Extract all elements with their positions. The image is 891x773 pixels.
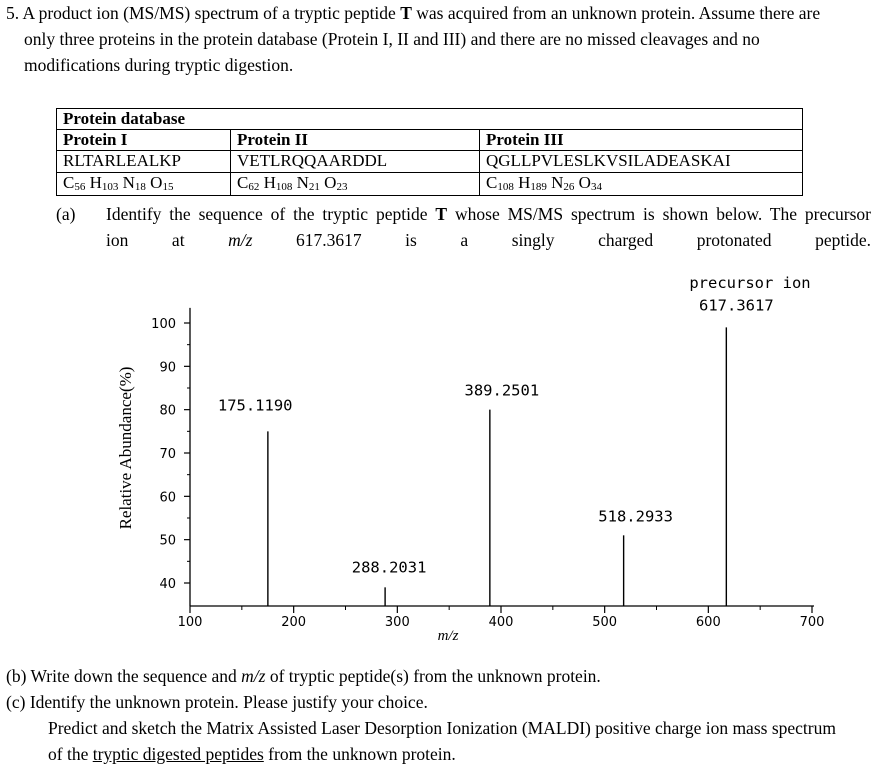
sequence-protein-1: RLTARLEALKP (63, 151, 181, 170)
part-c-text: Identify the unknown protein. Please justify your choice. (29, 692, 428, 712)
peak-label-1: 175.1190 (217, 396, 293, 415)
x-tick-label: 300 (384, 615, 410, 630)
part-c (6, 689, 882, 715)
header-protein-3: Protein III (486, 130, 564, 149)
chart-axes (151, 308, 824, 630)
part-a-line-1: Identify the sequence of the tryptic peptide T whose MS/MS spectrum is shown below. The precursor (106, 204, 871, 224)
y-tick-label: 90 (159, 360, 176, 376)
header-protein-2: Protein II (237, 130, 308, 149)
formula-protein-1: $C_{56}$ $H_{103}$ $N_{18}$ $O_{15}$ (63, 173, 174, 193)
formula-protein-3: $C_{108}$ $H_{189}$ $N_{26}$ $O_{34}$ (486, 173, 602, 193)
part-b-label: (b) (6, 666, 27, 686)
question-line-1: 5. A product ion (MS/MS) spectrum of a tryptic peptide T was acquired from an unknown protein. Assume there are (6, 3, 821, 23)
question-line-1-text: A product ion (MS/MS) spectrum of a tryptic peptide T was acquired from an unknown protein. Assume there are (19, 3, 821, 23)
peak-label-2: 288.2031 (351, 558, 427, 577)
chart-peaks (218, 296, 774, 606)
sequence-protein-3: QGLLPVLESLKVSILADEASKAI (486, 151, 731, 170)
part-c-line-2: Predict and sketch the Matrix Assisted Laser Desorption Ionization (MALDI) positive charge ion mass spectrum (48, 718, 836, 738)
x-tick-label: 600 (695, 615, 721, 630)
part-b (6, 663, 882, 689)
y-tick-label: 50 (159, 533, 176, 549)
x-tick-label: 400 (488, 615, 514, 630)
formula-protein-2: $C_{62}$ $H_{108}$ $N_{21}$ $O_{23}$ (237, 173, 348, 193)
y-tick-label: 80 (159, 403, 176, 419)
x-tick-label: 700 (799, 615, 825, 630)
table-title: Protein database (63, 109, 185, 128)
precursor-annotation: precursor ion (689, 274, 811, 292)
peak-label-5: 617.3617 (699, 296, 774, 315)
peak-label-4: 518.2933 (598, 507, 673, 526)
part-c-continuation (48, 715, 882, 767)
part-b-text: Write down the sequence and m/z of tryptic peptide(s) from the unknown protein. (30, 666, 601, 686)
question-line-2: only three proteins in the protein database (Protein I, II and III) and there are no missed cleavages and no (24, 29, 760, 49)
question-line-3: modifications during tryptic digestion. (24, 55, 294, 75)
part-c-label: (c) (6, 692, 26, 712)
part-a-line-2: ion at m/z 617.3617 is a singly charged protonated peptide. (106, 230, 871, 250)
x-tick-label: 200 (281, 615, 307, 630)
y-axis-label: Relative Abundance(%) (116, 366, 135, 530)
part-a-label: (a) (56, 204, 76, 224)
y-tick-label: 70 (159, 447, 176, 462)
x-axis-label: m/z (437, 628, 459, 644)
sequence-protein-2: VETLRQQAARDDL (237, 151, 388, 170)
y-tick-label: 40 (159, 577, 176, 592)
peak-label-3: 389.2501 (464, 381, 540, 400)
y-tick-label: 60 (159, 490, 176, 506)
header-protein-1: Protein I (63, 130, 128, 149)
x-tick-label: 100 (177, 615, 203, 630)
part-c-line-3: of the tryptic digested peptides from the unknown protein. (48, 744, 456, 764)
x-tick-label: 500 (592, 615, 618, 630)
y-tick-label: 100 (151, 317, 176, 332)
